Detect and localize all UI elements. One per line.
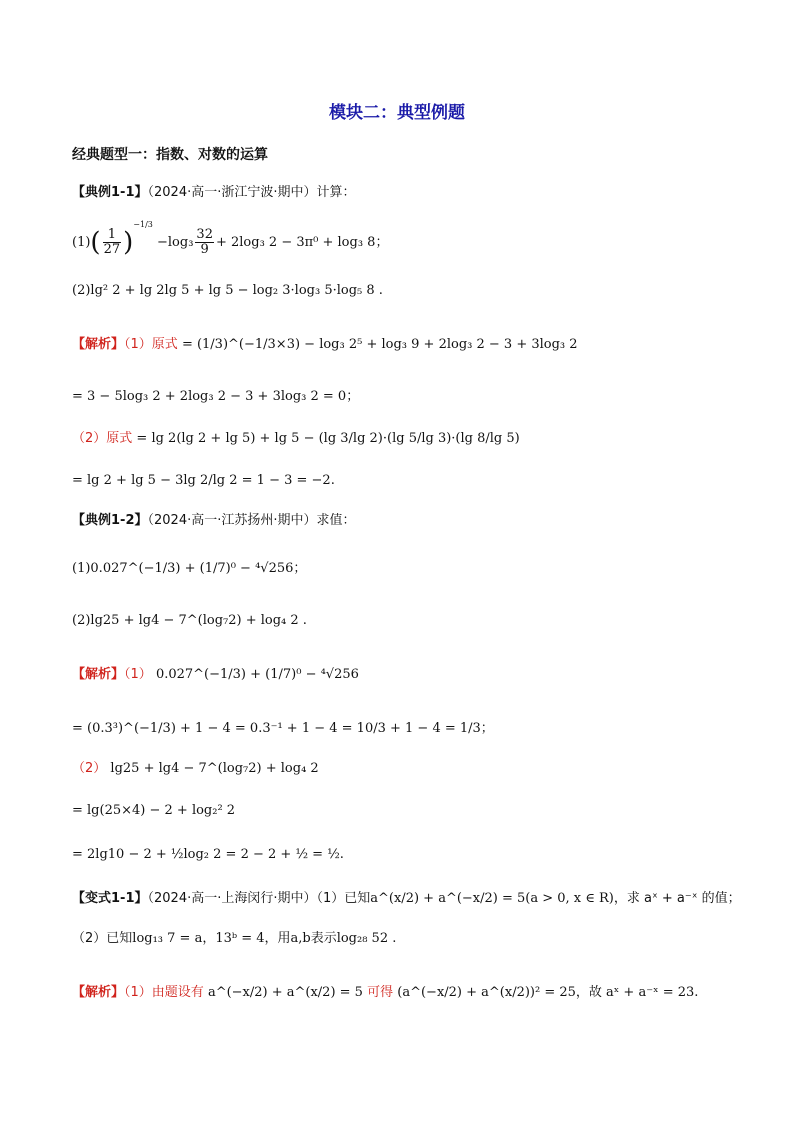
solution-expression: lg25 + lg4 − 7^(log₇2) + log₄ 2	[110, 761, 319, 776]
variant-1-1-question-2	[72, 930, 396, 948]
module-title: 模块二：典型例题	[329, 103, 465, 123]
variant-tag: 【变式1-1】	[72, 891, 148, 906]
solution-expression: (a^(−x/2) + a^(x/2))² = 25，故 aˣ + a⁻ˣ = 23.	[397, 985, 699, 1000]
example-tag: 【典例1-1】	[72, 185, 148, 200]
question-expression: log₁₃ 7 = a，13ᵇ = 4，用a,b表示log₂₈ 52 .	[132, 931, 397, 946]
solution-connector: 可得	[367, 985, 394, 1000]
solution-label: （1）	[124, 667, 152, 682]
solution-1-2-line-1	[72, 666, 359, 684]
solution-expression: = (1/3)^(−1/3×3) − log₃ 2⁵ + log₃ 9 + 2log₃ 2 − 3 + 3log₃ 2	[181, 337, 578, 352]
solution-1-2-line-5: = 2lg10 − 2 + ½log₂ 2 = 2 − 2 + ½ = ½.	[72, 847, 344, 862]
solution-1-1-line-1	[72, 336, 578, 354]
example-tag: 【典例1-2】	[72, 513, 148, 528]
exponent: −1/3	[133, 219, 153, 229]
solution-label: （1）原式	[124, 337, 178, 352]
solution-tag: 【解析】	[72, 985, 125, 1000]
example-1-2-header	[72, 512, 355, 530]
fraction-denominator: 27	[103, 242, 121, 257]
question-tail: ，求 aˣ + a⁻ˣ 的值；	[613, 891, 741, 906]
fraction-denominator: 9	[195, 242, 214, 257]
expression-part: + 2log₃ 2 − 3π⁰ + log₃ 8；	[215, 235, 389, 250]
example-1-2-question-1: (1)0.027^(−1/3) + (1/7)⁰ − ⁴√256；	[72, 561, 307, 576]
variant-1-1-question-1	[72, 890, 741, 908]
example-1-2-question-2: (2)lg25 + lg4 − 7^(log₇2) + log₄ 2 .	[72, 613, 307, 628]
solution-1-2-line-2: = (0.3³)^(−1/3) + 1 − 4 = 0.3⁻¹ + 1 − 4 = 10/3 + 1 − 4 = 1/3；	[72, 721, 494, 736]
fraction-numerator: 1	[107, 227, 116, 242]
question-number: (1)	[72, 235, 91, 250]
example-source: （2024·高一·江苏扬州·期中）求值：	[147, 513, 356, 528]
expression-part: −log₃	[157, 235, 194, 250]
fraction-numerator: 32	[196, 227, 213, 242]
solution-label: （2）	[72, 761, 107, 776]
solution-expression: 0.027^(−1/3) + (1/7)⁰ − ⁴√256	[155, 667, 359, 682]
solution-expression: = lg 2(lg 2 + lg 5) + lg 5 − (lg 3/lg 2)·(lg 5/lg 3)·(lg 8/lg 5)	[136, 431, 520, 446]
variant-source: （2024·高一·上海闵行·期中）	[147, 891, 317, 906]
solution-label: （2）原式	[72, 431, 133, 446]
solution-label: （1）由题设有	[124, 985, 204, 1000]
solution-variant-1-1-line-1	[72, 984, 698, 1002]
solution-1-1-line-4: = lg 2 + lg 5 − 3lg 2/lg 2 = 1 − 3 = −2.	[72, 473, 335, 488]
solution-1-1-line-2: = 3 − 5log₃ 2 + 2log₃ 2 − 3 + 3log₃ 2 = 0；	[72, 389, 360, 404]
section-heading: 经典题型一：指数、对数的运算	[72, 147, 268, 163]
solution-tag: 【解析】	[72, 667, 125, 682]
question-expression: a^(x/2) + a^(−x/2) = 5(a > 0, x ∈ R)	[370, 891, 614, 906]
example-1-1-header	[72, 184, 355, 202]
solution-1-1-line-3	[72, 430, 520, 448]
question-label: （2）已知	[72, 931, 133, 946]
solution-expression: a^(−x/2) + a^(x/2) = 5	[207, 985, 363, 1000]
solution-1-2-line-4: = lg(25×4) − 2 + log₂² 2	[72, 803, 236, 818]
example-1-1-question-1: (1)( $\frac{1}{27}$ )$^{-1/3}$ −log₃ $\frac{32}{9}$ + 2log₃ 2 − 3π⁰ + log₃ 8；	[72, 219, 389, 258]
example-source: （2024·高一·浙江宁波·期中）计算：	[147, 185, 356, 200]
question-label: （1）已知	[316, 891, 371, 906]
solution-1-2-line-3	[72, 760, 319, 778]
solution-tag: 【解析】	[72, 337, 125, 352]
example-1-1-question-2: (2)lg² 2 + lg 2lg 5 + lg 5 − log₂ 3·log₃ 5·log₅ 8 .	[72, 283, 383, 298]
